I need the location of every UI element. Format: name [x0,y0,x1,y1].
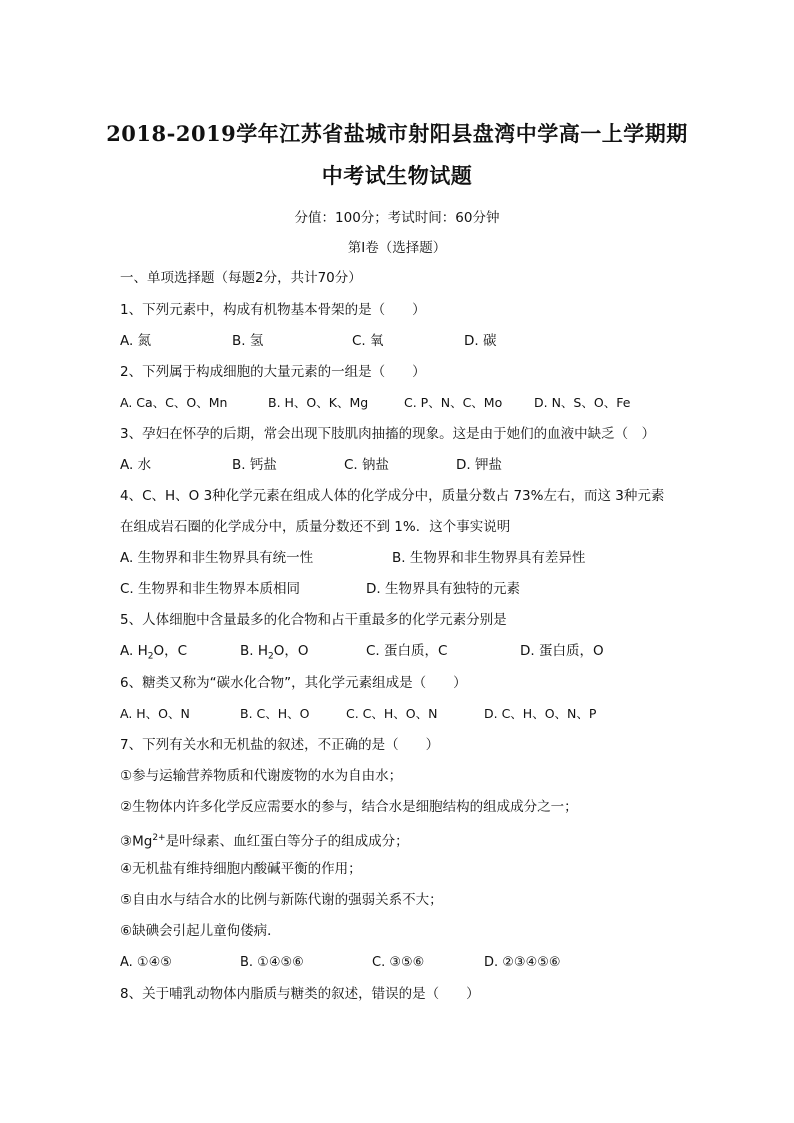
question-4-stem-line2: 在组成岩石圈的化学成分中，质量分数还不到 1%．这个事实说明 [120,519,511,535]
q3-option-d: D. 钾盐 [456,457,502,473]
q1-option-a: A. 氮 [120,333,152,349]
q3-option-a: A. 水 [120,457,152,473]
question-7-statement-3 [120,828,409,852]
q3-option-c: C. 钠盐 [344,457,390,473]
question-7-statement-2: ②生物体内许多化学反应需要水的参与，结合水是细胞结构的组成成分之一； [120,799,578,815]
q1-option-b: B. 氢 [232,333,264,349]
question-6-stem: 6、糖类又称为“碳水化合物”，其化学元素组成是（ ） [120,675,467,691]
exam-title-line2: 中考试生物试题 [321,163,473,188]
q7-option-a: A. ①④⑤ [120,955,172,970]
q5-option-c: C. 蛋白质，C [366,643,448,659]
q5-option-a-sub: 2 [147,651,154,662]
q5-option-b-sub: 2 [268,651,274,662]
q7-option-c: C. ③⑤⑥ [372,955,425,970]
question-7-statement-1: ①参与运输营养物质和代谢废物的水为自由水； [120,768,403,784]
q1-option-c: C. 氧 [352,333,384,349]
question-3-stem: 3、孕妇在怀孕的后期，常会出现下肢肌肉抽搐的现象。这是由于她们的血液中缺乏（ ） [120,426,656,442]
q2-option-c: C. P、N、C、Mo [404,395,503,410]
question-2-stem: 2、下列属于构成细胞的大量元素的一组是（ ） [120,364,426,380]
question-7-statement-6: ⑥缺碘会引起儿童佝偻病． [120,923,281,939]
q6-option-a: A. H、O、N [120,706,190,721]
q5-option-d: D. 蛋白质，O [520,643,604,659]
q6-option-c: C. C、H、O、N [346,706,438,721]
question-4-stem-line1: 4、C、H、O 3种化学元素在组成人体的化学成分中，质量分数占 73%左右，而这 3种元素 [120,488,665,504]
q7-s3-pre: ③Mg [120,833,153,850]
q4-option-d: D. 生物界具有独特的元素 [366,581,520,597]
exam-title-line1: 2018-2019学年江苏省盐城市射阳县盘湾中学高一上学期期 [106,121,688,146]
q5-option-a [120,641,187,667]
question-7-stem: 7、下列有关水和无机盐的叙述，不正确的是（ ） [120,737,440,753]
q4-option-b: B. 生物界和非生物界具有差异性 [392,550,586,566]
section-heading: 一、单项选择题（每题2分，共计70分） [120,270,362,286]
q2-option-d: D. N、S、O、Fe [534,395,631,410]
q7-option-b: B. ①④⑤⑥ [240,955,304,970]
volume-heading: 第Ⅰ卷（选择题） [347,240,447,256]
q5-option-a-post: O，C [153,643,188,659]
q7-s3-post: 是叶绿素、血红蛋白等分子的组成成分； [165,833,409,850]
q6-option-b: B. C、H、O [240,706,310,721]
q7-option-d: D. ②③④⑤⑥ [484,955,561,970]
q3-option-b: B. 钙盐 [232,457,277,473]
q5-option-b [240,641,309,667]
q6-option-d: D. C、H、O、N、P [484,706,597,721]
q5-option-b-post: O，O [273,643,309,659]
question-8-stem: 8、关于哺乳动物体内脂质与糖类的叙述，错误的是（ ） [120,986,480,1002]
question-1-stem: 1、下列元素中，构成有机物基本骨架的是（ ） [120,302,426,318]
q4-option-a: A. 生物界和非生物界具有统一性 [120,550,314,566]
q2-option-b: B. H、O、K、Mg [268,395,369,410]
q5-option-a-pre: A. H [120,643,148,659]
score-info: 分值：100分；考试时间：60分钟 [294,210,500,226]
question-7-statement-4: ④无机盐有维持细胞内酸碱平衡的作用； [120,861,362,877]
q1-option-d: D. 碳 [464,333,497,349]
q5-option-b-pre: B. H [240,643,268,659]
q4-option-c: C. 生物界和非生物界本质相同 [120,581,301,597]
q7-s3-sup: 2+ [152,833,166,843]
question-7-statement-5: ⑤自由水与结合水的比例与新陈代谢的强弱关系不大； [120,892,443,908]
q2-option-a: A. Ca、C、O、Mn [120,395,228,410]
question-5-stem: 5、人体细胞中含量最多的化合物和占干重最多的化学元素分别是 [120,612,507,628]
